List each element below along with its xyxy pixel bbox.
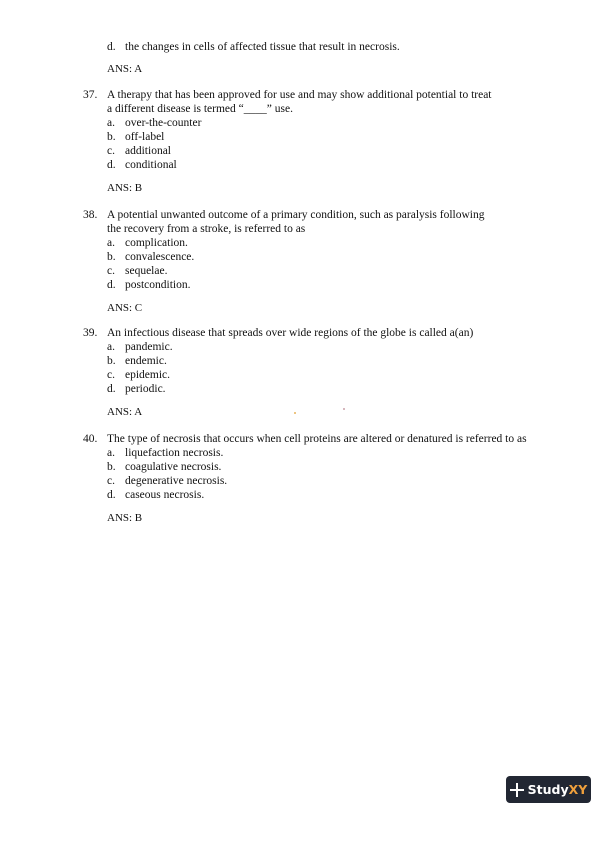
- option-c: [107, 144, 583, 158]
- option: [107, 40, 400, 54]
- option-letter: d.: [107, 41, 116, 53]
- option-letter: d.: [107, 489, 116, 501]
- studyxy-watermark-badge: [506, 776, 591, 803]
- option-text: additional: [125, 145, 171, 157]
- option-list: [107, 340, 583, 396]
- option-letter: b.: [107, 251, 116, 263]
- option-text: over-the-counter: [125, 117, 202, 129]
- option-letter: a.: [107, 237, 115, 249]
- option-text: liquefaction necrosis.: [125, 447, 224, 459]
- option-letter: c.: [107, 475, 115, 487]
- option-letter: c.: [107, 265, 115, 277]
- option-letter: c.: [107, 145, 115, 157]
- option-letter: c.: [107, 369, 115, 381]
- question-37: [83, 88, 583, 172]
- option-a: [107, 446, 583, 460]
- question-stem: [107, 88, 583, 116]
- answer-key: ANS: A: [107, 406, 143, 418]
- option-text: conditional: [125, 159, 177, 171]
- stem-line: a different disease is termed “____” use.: [107, 103, 293, 115]
- answer-key: ANS: B: [107, 182, 143, 194]
- option-text: postcondition.: [125, 279, 191, 291]
- scan-speck: [343, 408, 345, 410]
- option-c: [107, 474, 583, 488]
- option-text: endemic.: [125, 355, 167, 367]
- option-d: [107, 488, 583, 502]
- question-number: 39.: [83, 327, 98, 339]
- option-d: [107, 158, 583, 172]
- question-number: 38.: [83, 209, 98, 221]
- option-c: [107, 264, 583, 278]
- option-c: [107, 368, 583, 382]
- answer-key: ANS: A: [107, 63, 143, 75]
- option-a: [107, 236, 583, 250]
- option-d: [107, 382, 583, 396]
- question-number: 37.: [83, 89, 98, 101]
- stem-line: A therapy that has been approved for use and may show additional potential to treat: [107, 89, 492, 101]
- option-text: caseous necrosis.: [125, 489, 205, 501]
- option-b: [107, 250, 583, 264]
- stem-line: The type of necrosis that occurs when cell proteins are altered or denatured is referred to as: [107, 433, 527, 445]
- option-letter: d.: [107, 279, 116, 291]
- option-letter: b.: [107, 461, 116, 473]
- question-stem: [107, 208, 583, 236]
- question-stem: [107, 326, 583, 340]
- option-letter: d.: [107, 159, 116, 171]
- option-letter: b.: [107, 355, 116, 367]
- option-a: [107, 116, 583, 130]
- brand-wordmark: [528, 783, 588, 797]
- question-40: [83, 432, 583, 502]
- stem-line: An infectious disease that spreads over wide regions of the globe is called a(an): [107, 327, 474, 339]
- option-b: [107, 460, 583, 474]
- option-text: the changes in cells of affected tissue that result in necrosis.: [125, 41, 400, 53]
- leading-option-d: [107, 40, 400, 54]
- option-b: [107, 130, 583, 144]
- question-39: [83, 326, 583, 396]
- plus-icon: [510, 783, 524, 797]
- option-text: complication.: [125, 237, 188, 249]
- brand-name: Study: [527, 781, 569, 797]
- question-number: 40.: [83, 433, 98, 445]
- option-text: degenerative necrosis.: [125, 475, 228, 487]
- option-text: convalescence.: [125, 251, 195, 263]
- option-list: [107, 236, 583, 292]
- question-38: [83, 208, 583, 292]
- answer-key: ANS: C: [107, 302, 143, 314]
- option-b: [107, 354, 583, 368]
- option-text: epidemic.: [125, 369, 171, 381]
- option-a: [107, 340, 583, 354]
- stem-line: A potential unwanted outcome of a primary condition, such as paralysis following: [107, 209, 485, 221]
- option-list: [107, 116, 583, 172]
- option-text: off-label: [125, 131, 165, 143]
- option-letter: d.: [107, 383, 116, 395]
- option-letter: a.: [107, 341, 115, 353]
- stem-line: the recovery from a stroke, is referred to as: [107, 223, 306, 235]
- question-stem: [107, 432, 583, 446]
- option-letter: b.: [107, 131, 116, 143]
- option-text: sequelae.: [125, 265, 168, 277]
- brand-accent: XY: [568, 781, 588, 797]
- option-list: [107, 446, 583, 502]
- scan-speck: [294, 412, 296, 414]
- answer-key: ANS: B: [107, 512, 143, 524]
- option-letter: a.: [107, 117, 115, 129]
- option-text: pandemic.: [125, 341, 173, 353]
- option-d: [107, 278, 583, 292]
- option-text: periodic.: [125, 383, 166, 395]
- option-letter: a.: [107, 447, 115, 459]
- option-text: coagulative necrosis.: [125, 461, 222, 473]
